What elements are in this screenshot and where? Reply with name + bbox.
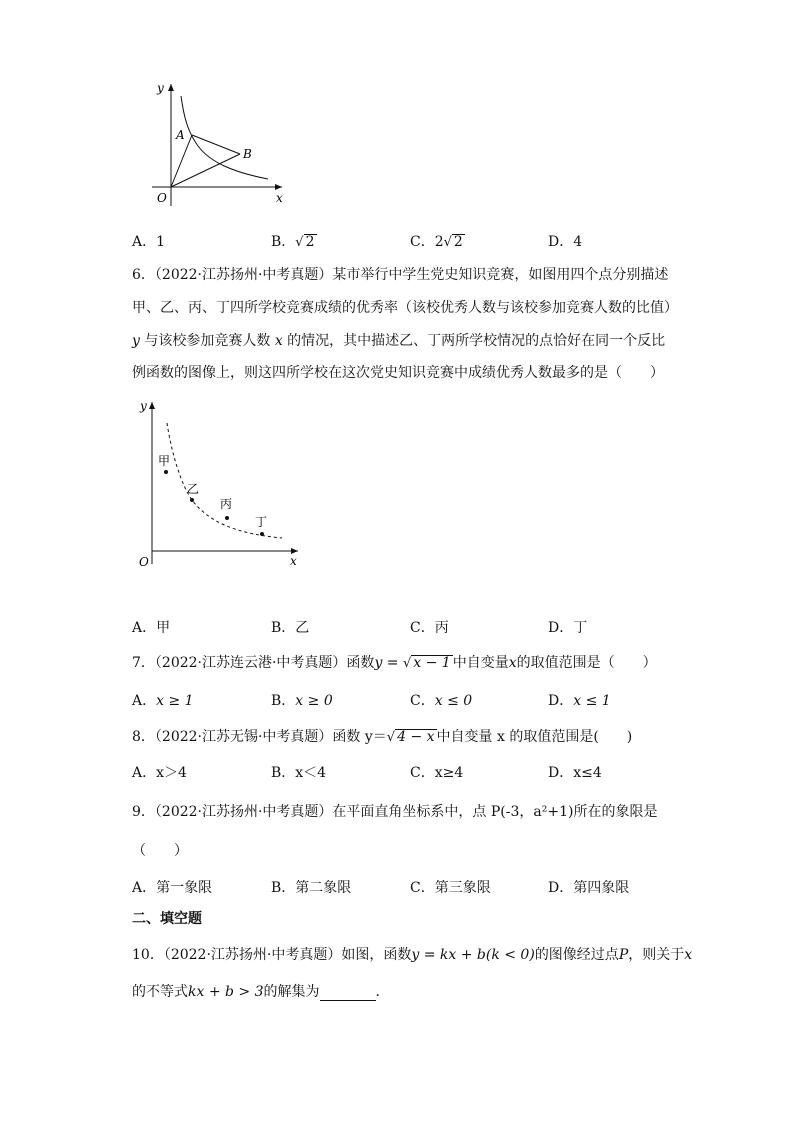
q9-option-c: C．第三象限 bbox=[410, 880, 491, 896]
q6-option-c: C．丙 bbox=[410, 620, 449, 636]
q7-option-b: B．x ≥ 0 bbox=[271, 693, 333, 709]
point-bing bbox=[225, 516, 229, 520]
fig2-y-label: y bbox=[140, 399, 147, 413]
q9-text-line1: 9．（2022·江苏扬州·中考真题）在平面直角坐标系中，点 P(-3，a²+1)所在的象限是 bbox=[132, 804, 658, 820]
label-ding: 丁 bbox=[255, 515, 268, 529]
q10-text-line1: 10．（2022·江苏扬州·中考真题）如图，函数y = kx + b(k < 0)的图像经过点P，则关于x bbox=[132, 947, 693, 963]
q7-text: 7．（2022·江苏连云港·中考真题）函数y = √ x − 1 中自变量x的取值范围是（ ） bbox=[132, 655, 657, 671]
q8-option-b: B．x＜4 bbox=[271, 765, 327, 781]
fig1-x-label: x bbox=[276, 191, 283, 205]
point-jia bbox=[164, 470, 168, 474]
figure-schools-scatter bbox=[130, 396, 310, 576]
fig1-point-b-label: B bbox=[243, 147, 252, 161]
q7-radicand: x − 1 bbox=[413, 655, 451, 671]
figure-hyperbola-oab bbox=[140, 78, 290, 208]
point-ding bbox=[260, 532, 264, 536]
q5-option-a: A．1 bbox=[132, 234, 166, 250]
section-heading-fill-in: 二、填空题 bbox=[132, 911, 202, 927]
label-yi: 乙 bbox=[187, 482, 200, 496]
fig1-origin-label: O bbox=[157, 191, 167, 205]
q7-option-a: A．x ≥ 1 bbox=[132, 693, 194, 709]
q6-text-line4: 例函数的图像上，则这四所学校在这次党史知识竞赛中成绩优秀人数最多的是（ ） bbox=[132, 365, 664, 381]
label-bing: 丙 bbox=[220, 497, 233, 511]
q5-option-c-radicand: 2 bbox=[453, 234, 463, 250]
q8-option-c: C．x≥4 bbox=[410, 765, 464, 781]
q5-option-b-radicand: 2 bbox=[305, 234, 315, 250]
q8-text: 8．（2022·江苏无锡·中考真题）函数 y＝√ 4 − x 中自变量 x 的取值范围是( ) bbox=[132, 729, 633, 745]
label-jia: 甲 bbox=[158, 454, 171, 468]
q10-text-line2: 的不等式kx + b > 3的解集为 . bbox=[132, 984, 380, 1000]
q7-option-d: D．x ≤ 1 bbox=[548, 693, 611, 709]
fig2-x-label: x bbox=[290, 554, 297, 568]
q5-option-b: B．√ 2 bbox=[271, 234, 315, 250]
q8-option-a: A．x＞4 bbox=[132, 765, 187, 781]
q9-option-d: D．第四象限 bbox=[548, 880, 630, 896]
q6-option-d: D．丁 bbox=[548, 620, 588, 636]
q6-option-a: A．甲 bbox=[132, 620, 171, 636]
fig1-y-label: y bbox=[157, 81, 164, 95]
fig2-origin-label: O bbox=[139, 555, 149, 569]
q6-text-line3: y 与该校参加竞赛人数 x 的情况，其中描述乙、丁两所学校情况的点恰好在同一个反比 bbox=[132, 333, 666, 349]
point-yi bbox=[190, 498, 194, 502]
q6-text-line2: 甲、乙、丙、丁四所学校竞赛成绩的优秀率（该校优秀人数与该校参加竞赛人数的比值） bbox=[132, 300, 678, 316]
fig1-point-a-label: A bbox=[176, 128, 185, 142]
q7-option-c: C．x ≤ 0 bbox=[410, 693, 473, 709]
q5-option-c: C．2√ 2 bbox=[410, 234, 463, 250]
q5-option-d: D．4 bbox=[548, 234, 583, 250]
q6-option-b: B．乙 bbox=[271, 620, 310, 636]
q6-text-line1: 6．（2022·江苏扬州·中考真题）某市举行中学生党史知识竞赛，如图用四个点分别描述 bbox=[132, 267, 669, 283]
q10-answer-blank[interactable] bbox=[320, 986, 376, 1001]
q8-option-d: D．x≤4 bbox=[548, 765, 602, 781]
q9-text-line2: （ ） bbox=[132, 843, 188, 859]
q8-radicand: 4 − x bbox=[397, 729, 435, 745]
q9-option-a: A．第一象限 bbox=[132, 880, 213, 896]
q9-option-b: B．第二象限 bbox=[271, 880, 352, 896]
